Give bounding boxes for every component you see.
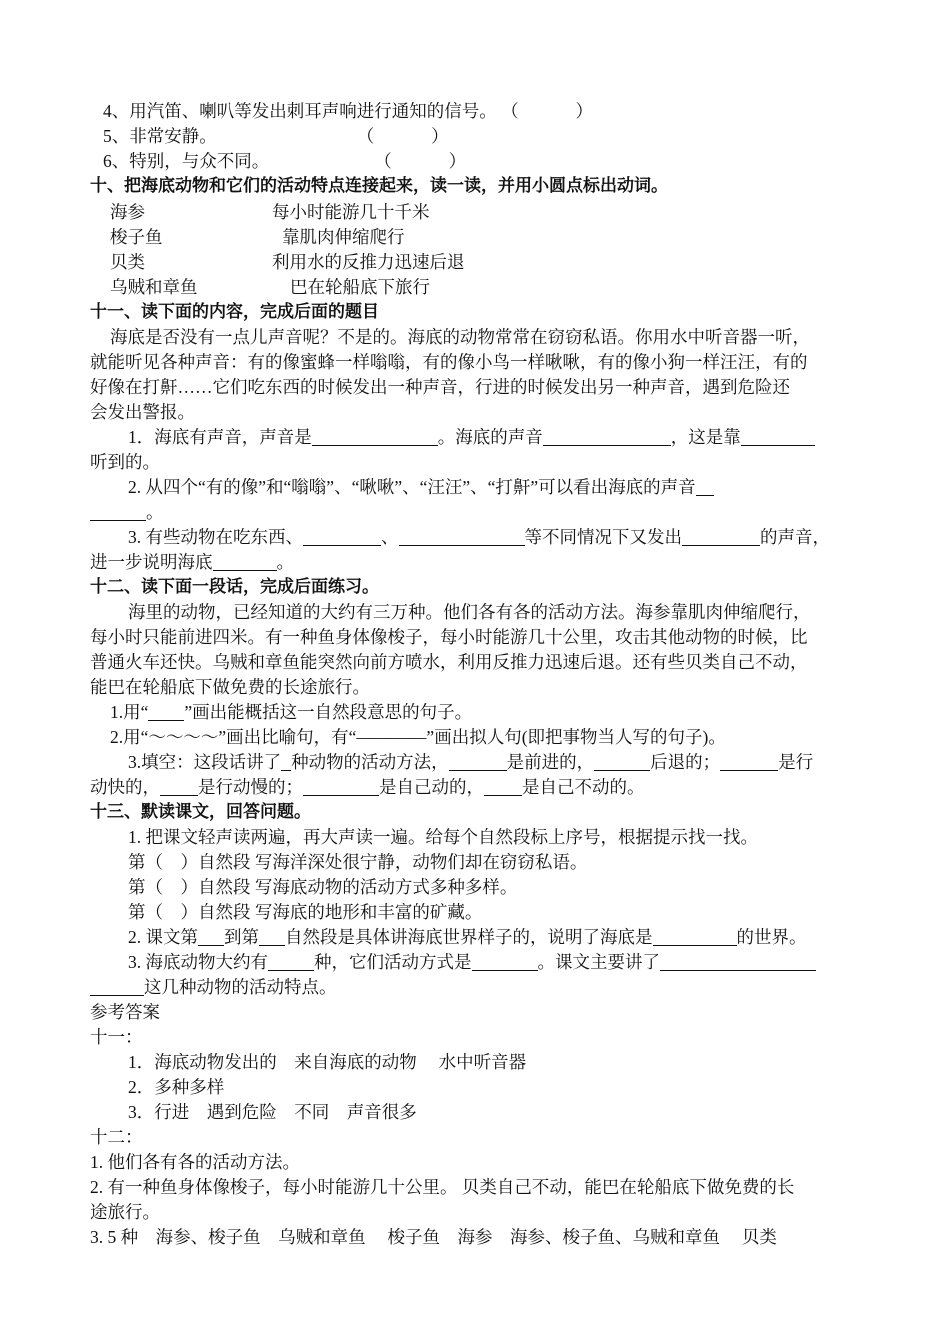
answer-blank[interactable]	[90, 502, 146, 521]
answer-line: 途旅行。	[90, 1202, 160, 1222]
answer-blank[interactable]	[303, 527, 381, 546]
answer-line: 1. 他们各有各的活动方法。	[90, 1152, 300, 1172]
question-13-2: 2. 课文第 到第 自然段是具体讲海底世界样子的，说明了海底是 的世界。	[128, 927, 807, 947]
answer-blank[interactable]	[472, 952, 538, 971]
question-12-2: 2.用“～～～～”画出比喻句，有“————”画出拟人句(即把事物当人写的句子)。	[110, 727, 726, 747]
question-11-3-cont: 进一步说明海底 。	[90, 552, 294, 572]
passage-line: 就能听见各种声音：有的像蜜蜂一样嗡嗡，有的像小鸟一样啾啾，有的像小狗一样汪汪，有的	[90, 352, 808, 372]
section-11-heading: 十一、读下面的内容，完成后面的题目	[90, 302, 379, 322]
answer-blank[interactable]	[198, 927, 224, 946]
answer-blank[interactable]	[682, 527, 760, 546]
answer-blank[interactable]	[594, 752, 650, 771]
animal-item: 梭子鱼	[110, 227, 163, 247]
feature-item: 靠肌肉伸缩爬行	[282, 227, 405, 247]
answer-blank[interactable]	[213, 552, 277, 571]
passage-line: 海里的动物，已经知道的大约有三万种。他们各有各的活动方法。海参靠肌肉伸缩爬行，	[128, 602, 811, 622]
answer-blank[interactable]	[696, 477, 714, 496]
question-11-3: 3. 有些动物在吃东西、 、 等不同情况下又发出 的声音，	[128, 527, 830, 547]
paragraph-hint: 第（ ）自然段 写海底的地形和丰富的矿藏。	[128, 902, 483, 922]
animal-item: 乌贼和章鱼	[110, 277, 198, 297]
answer-blank[interactable]	[399, 527, 525, 546]
question-item-6: 6、特别，与众不同。 （ ）	[103, 151, 467, 171]
answer-blank[interactable]	[90, 977, 144, 996]
feature-item: 利用水的反推力迅速后退	[272, 252, 465, 272]
paragraph-hint: 第（ ）自然段 写海底动物的活动方式多种多样。	[128, 877, 518, 897]
answer-line: 1．海底动物发出的 来自海底的动物 水中听音器	[128, 1052, 527, 1072]
feature-item: 每小时能游几十千米	[272, 202, 430, 222]
answer-blank[interactable]	[741, 427, 815, 446]
underline-sample	[148, 702, 184, 721]
answer-blank[interactable]	[268, 952, 314, 971]
question-11-2: 2. 从四个“有的像”和“嗡嗡”、“啾啾”、“汪汪”、“打鼾”可以看出海底的声音	[128, 475, 714, 499]
animal-item: 海参	[110, 202, 145, 222]
section-13-heading: 十三、默读课文，回答问题。	[90, 802, 311, 822]
answer-blank[interactable]	[720, 752, 778, 771]
question-13-3: 3. 海底动物大约有 种，它们活动方式是 。课文主要讲了	[128, 950, 816, 974]
answer-line: 2．多种多样	[128, 1077, 225, 1097]
answer-blank[interactable]	[660, 952, 816, 971]
answer-blank[interactable]	[160, 777, 198, 796]
answer-blank[interactable]	[543, 427, 671, 446]
question-12-3: 3.填空：这段话讲了 种动物的活动方法， 是前进的， 后退的； 是行	[128, 752, 814, 772]
passage-line: 会发出警报。	[90, 402, 195, 422]
passage-line: 能巴在轮船底下做免费的长途旅行。	[90, 677, 370, 697]
answer-blank[interactable]	[312, 427, 438, 446]
answer-blank[interactable]	[281, 752, 291, 771]
answer-blank[interactable]	[653, 927, 737, 946]
question-11-1: 1．海底有声音，声音是 。海底的声音 ，这是靠	[128, 425, 815, 449]
answer-line: 3．行进 遇到危险 不同 声音很多	[128, 1102, 417, 1122]
question-item-4: 4、用汽笛、喇叭等发出刺耳声响进行通知的信号。 （ ）	[103, 101, 593, 121]
animal-item: 贝类	[110, 252, 145, 272]
answer-blank[interactable]	[449, 752, 507, 771]
answers-title: 参考答案	[90, 1002, 160, 1022]
passage-line: 普通火车还快。乌贼和章鱼能突然向前方喷水，利用反推力迅速后退。还有些贝类自己不动，	[90, 652, 808, 672]
paragraph-hint: 第（ ）自然段 写海洋深处很宁静，动物们却在窃窃私语。	[128, 852, 588, 872]
section-10-heading: 十、把海底动物和它们的活动特点连接起来，读一读，并用小圆点标出动词。	[90, 176, 668, 196]
question-item-5: 5、非常安静。 （ ）	[103, 126, 449, 146]
answer-blank[interactable]	[484, 777, 522, 796]
feature-item: 巴在轮船底下旅行	[290, 277, 430, 297]
answers-section-12-label: 十二：	[90, 1127, 143, 1147]
question-12-1: 1.用“ ”画出能概括这一自然段意思的句子。	[110, 702, 473, 722]
passage-line: 好像在打鼾……它们吃东西的时候发出一种声音，行进的时候发出另一种声音，遇到危险还	[90, 377, 790, 397]
answer-line: 2. 有一种鱼身体像梭子，每小时能游几十公里。 贝类自己不动，能巴在轮船底下做免费的长	[90, 1177, 795, 1197]
answer-line: 3. 5 种 海参、梭子鱼 乌贼和章鱼 梭子鱼 海参 海参、梭子鱼、乌贼和章鱼 贝类	[90, 1227, 777, 1247]
question-11-1-cont: 听到的。	[90, 452, 160, 472]
passage-line: 每小时只能前进四米。有一种鱼身体像梭子，每小时能游几十公里，攻击其他动物的时候，比	[90, 627, 808, 647]
question-12-3-cont: 动快的， 是行动慢的； 是自己动的， 是自己不动的。	[90, 777, 645, 797]
question-11-2-cont: 。	[90, 500, 164, 524]
question-13-3-cont: 这几种动物的活动特点。	[90, 975, 337, 999]
section-12-heading: 十二、读下面一段话，完成后面练习。	[90, 577, 379, 597]
question-13-1: 1. 把课文轻声读两遍，再大声读一遍。给每个自然段标上序号，根据提示找一找。	[128, 827, 758, 847]
answers-section-11-label: 十一：	[90, 1027, 143, 1047]
answer-blank[interactable]	[303, 777, 379, 796]
answer-blank[interactable]	[259, 927, 285, 946]
passage-line: 海底是否没有一点儿声音呢？不是的。海底的动物常常在窃窃私语。你用水中听音器一听，	[110, 327, 810, 347]
